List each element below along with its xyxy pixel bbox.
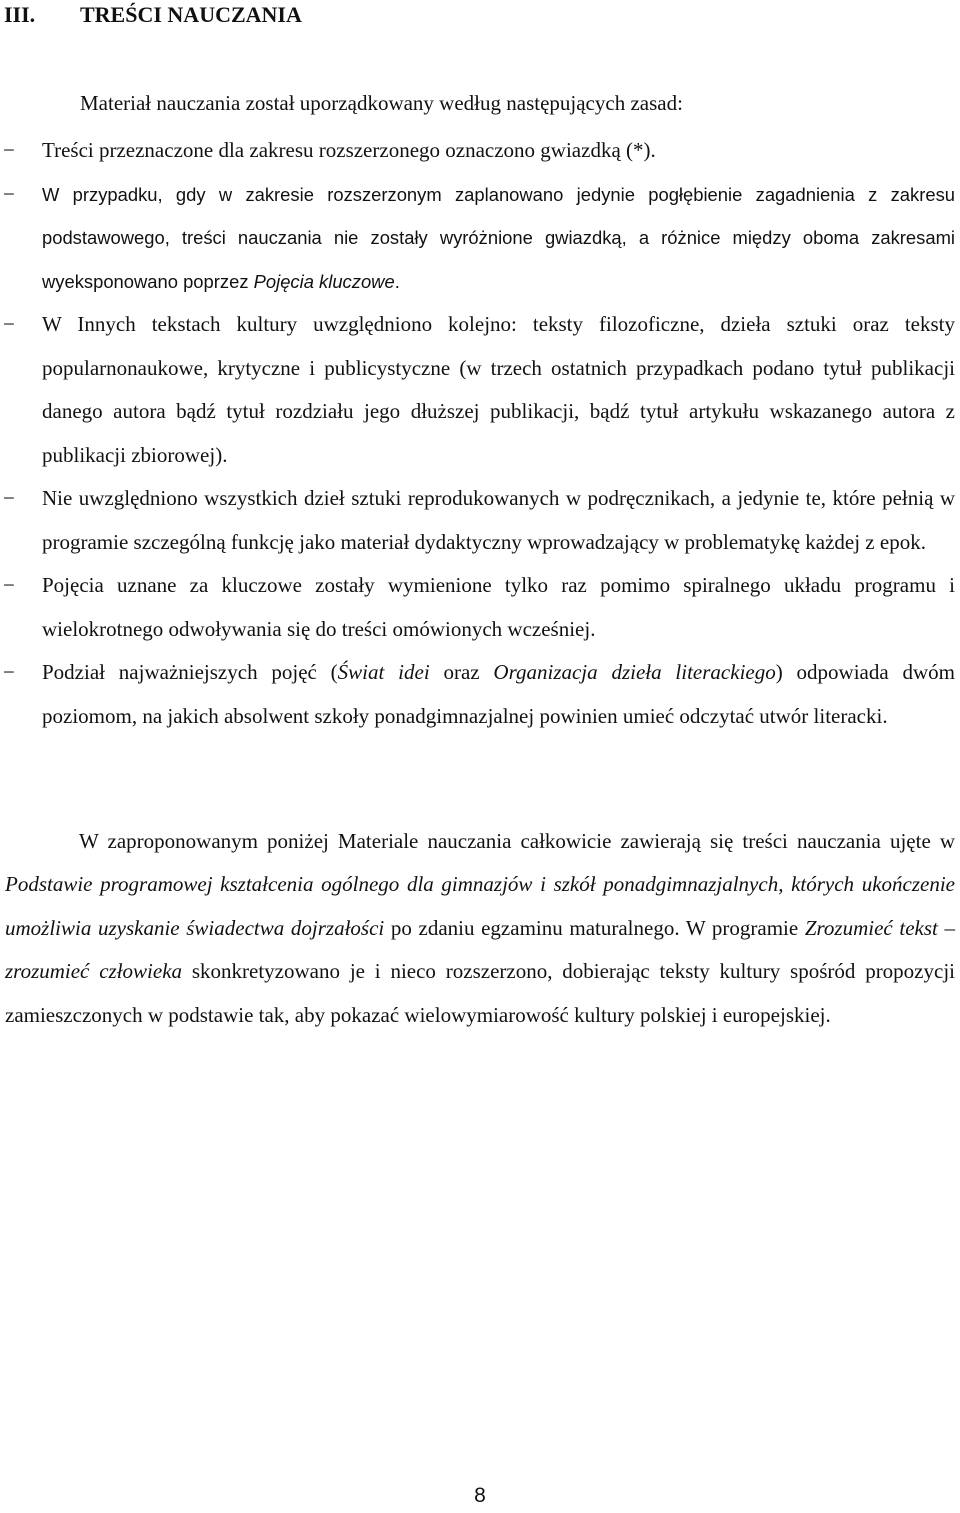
page-number: 8	[474, 1484, 486, 1507]
list-item-italic: Świat idei	[337, 660, 430, 684]
dash-bullet: −	[3, 660, 15, 684]
list-item-italic: Pojęcia kluczowe	[253, 270, 395, 292]
list-item	[0, 129, 955, 173]
closing-text: po zdaniu egzaminu maturalnego. W programie	[384, 915, 805, 940]
list-item-italic: Organizacja dzieła literackiego	[493, 660, 776, 684]
dash-bullet: −	[3, 486, 15, 510]
dash-bullet: −	[3, 573, 15, 597]
list-item-text: Podział najważniejszych pojęć (	[42, 660, 338, 684]
list-item-text: Pojęcia uznane za kluczowe zostały wymienione tylko raz pomimo spiralnego układu programu i wielokrotnego odwoływania się do treści omówionych wcześniej.	[42, 573, 955, 641]
list-item-tail: ) odpowiada dwóm poziomom, na jakich absolwent szkoły ponadgimnazjalnej powinien umieć odczytać utwór literacki.	[42, 660, 955, 728]
dash-bullet: −	[3, 312, 15, 336]
closing-text: W zaproponowanym poniżej Materiale nauczania całkowicie zawierają się treści nauczania ujęte w	[79, 829, 955, 853]
intro-paragraph: Materiał nauczania został uporządkowany według następujących zasad:	[80, 91, 683, 115]
list-item-text: Treści przeznaczone dla zakresu rozszerzonego oznaczono gwiazdką (*).	[42, 138, 656, 162]
closing-paragraph	[5, 820, 955, 1037]
section-heading	[4, 0, 302, 30]
list-item-mid: oraz	[429, 660, 494, 684]
closing-italic: Zrozumieć tekst – zrozumieć człowieka	[5, 915, 955, 984]
rules-list	[0, 129, 955, 738]
list-item-tail: .	[394, 270, 400, 292]
section-title: TREŚCI NAUCZANIA	[80, 2, 302, 27]
closing-italic: Podstawie programowej kształcenia ogólnego dla gimnazjów i szkół ponadgimnazjalnych, których ukończenie umożliwia uzyskanie świadectwa dojrzałości	[5, 872, 955, 940]
list-item	[0, 651, 955, 738]
list-item-text: W przypadku, gdy w zakresie rozszerzonym zaplanowano jedynie pogłębienie zagadnienia z zakresu podstawowego, treści nauczania nie zostały wyróżnione gwiazdką, a różnice między oboma zakresami wyeksponowano poprzez	[42, 183, 955, 292]
dash-bullet: −	[3, 138, 15, 162]
list-item-text: W Innych tekstach kultury uwzględniono kolejno: teksty filozoficzne, dzieła sztuki oraz teksty popularnonaukowe, krytyczne i publicystyczne (w trzech ostatnich przypadkach podano tytuł publikacji danego autora bądź tytuł rozdziału jego dłuższej publikacji, bądź tytuł artykułu wskazanego autora z publikacji zbiorowej).	[42, 312, 955, 467]
closing-text: skonkretyzowano je i nieco rozszerzono, dobierając teksty kultury spośród propozycji zamieszczonych w podstawie tak, aby pokazać wielowymiarowość kultury polskiej i europejskiej.	[5, 959, 955, 1027]
list-item-text: Nie uwzględniono wszystkich dzieł sztuki reprodukowanych w podręcznikach, a jedynie te, które pełnią w programie szczególną funkcję jako materiał dydaktyczny wprowadzający w problematykę każdej z epok.	[42, 486, 955, 554]
list-item	[0, 173, 955, 304]
list-item	[0, 477, 955, 564]
list-item	[0, 564, 955, 651]
section-number: III.	[4, 2, 36, 27]
dash-bullet: −	[3, 181, 15, 206]
list-item	[0, 303, 955, 477]
